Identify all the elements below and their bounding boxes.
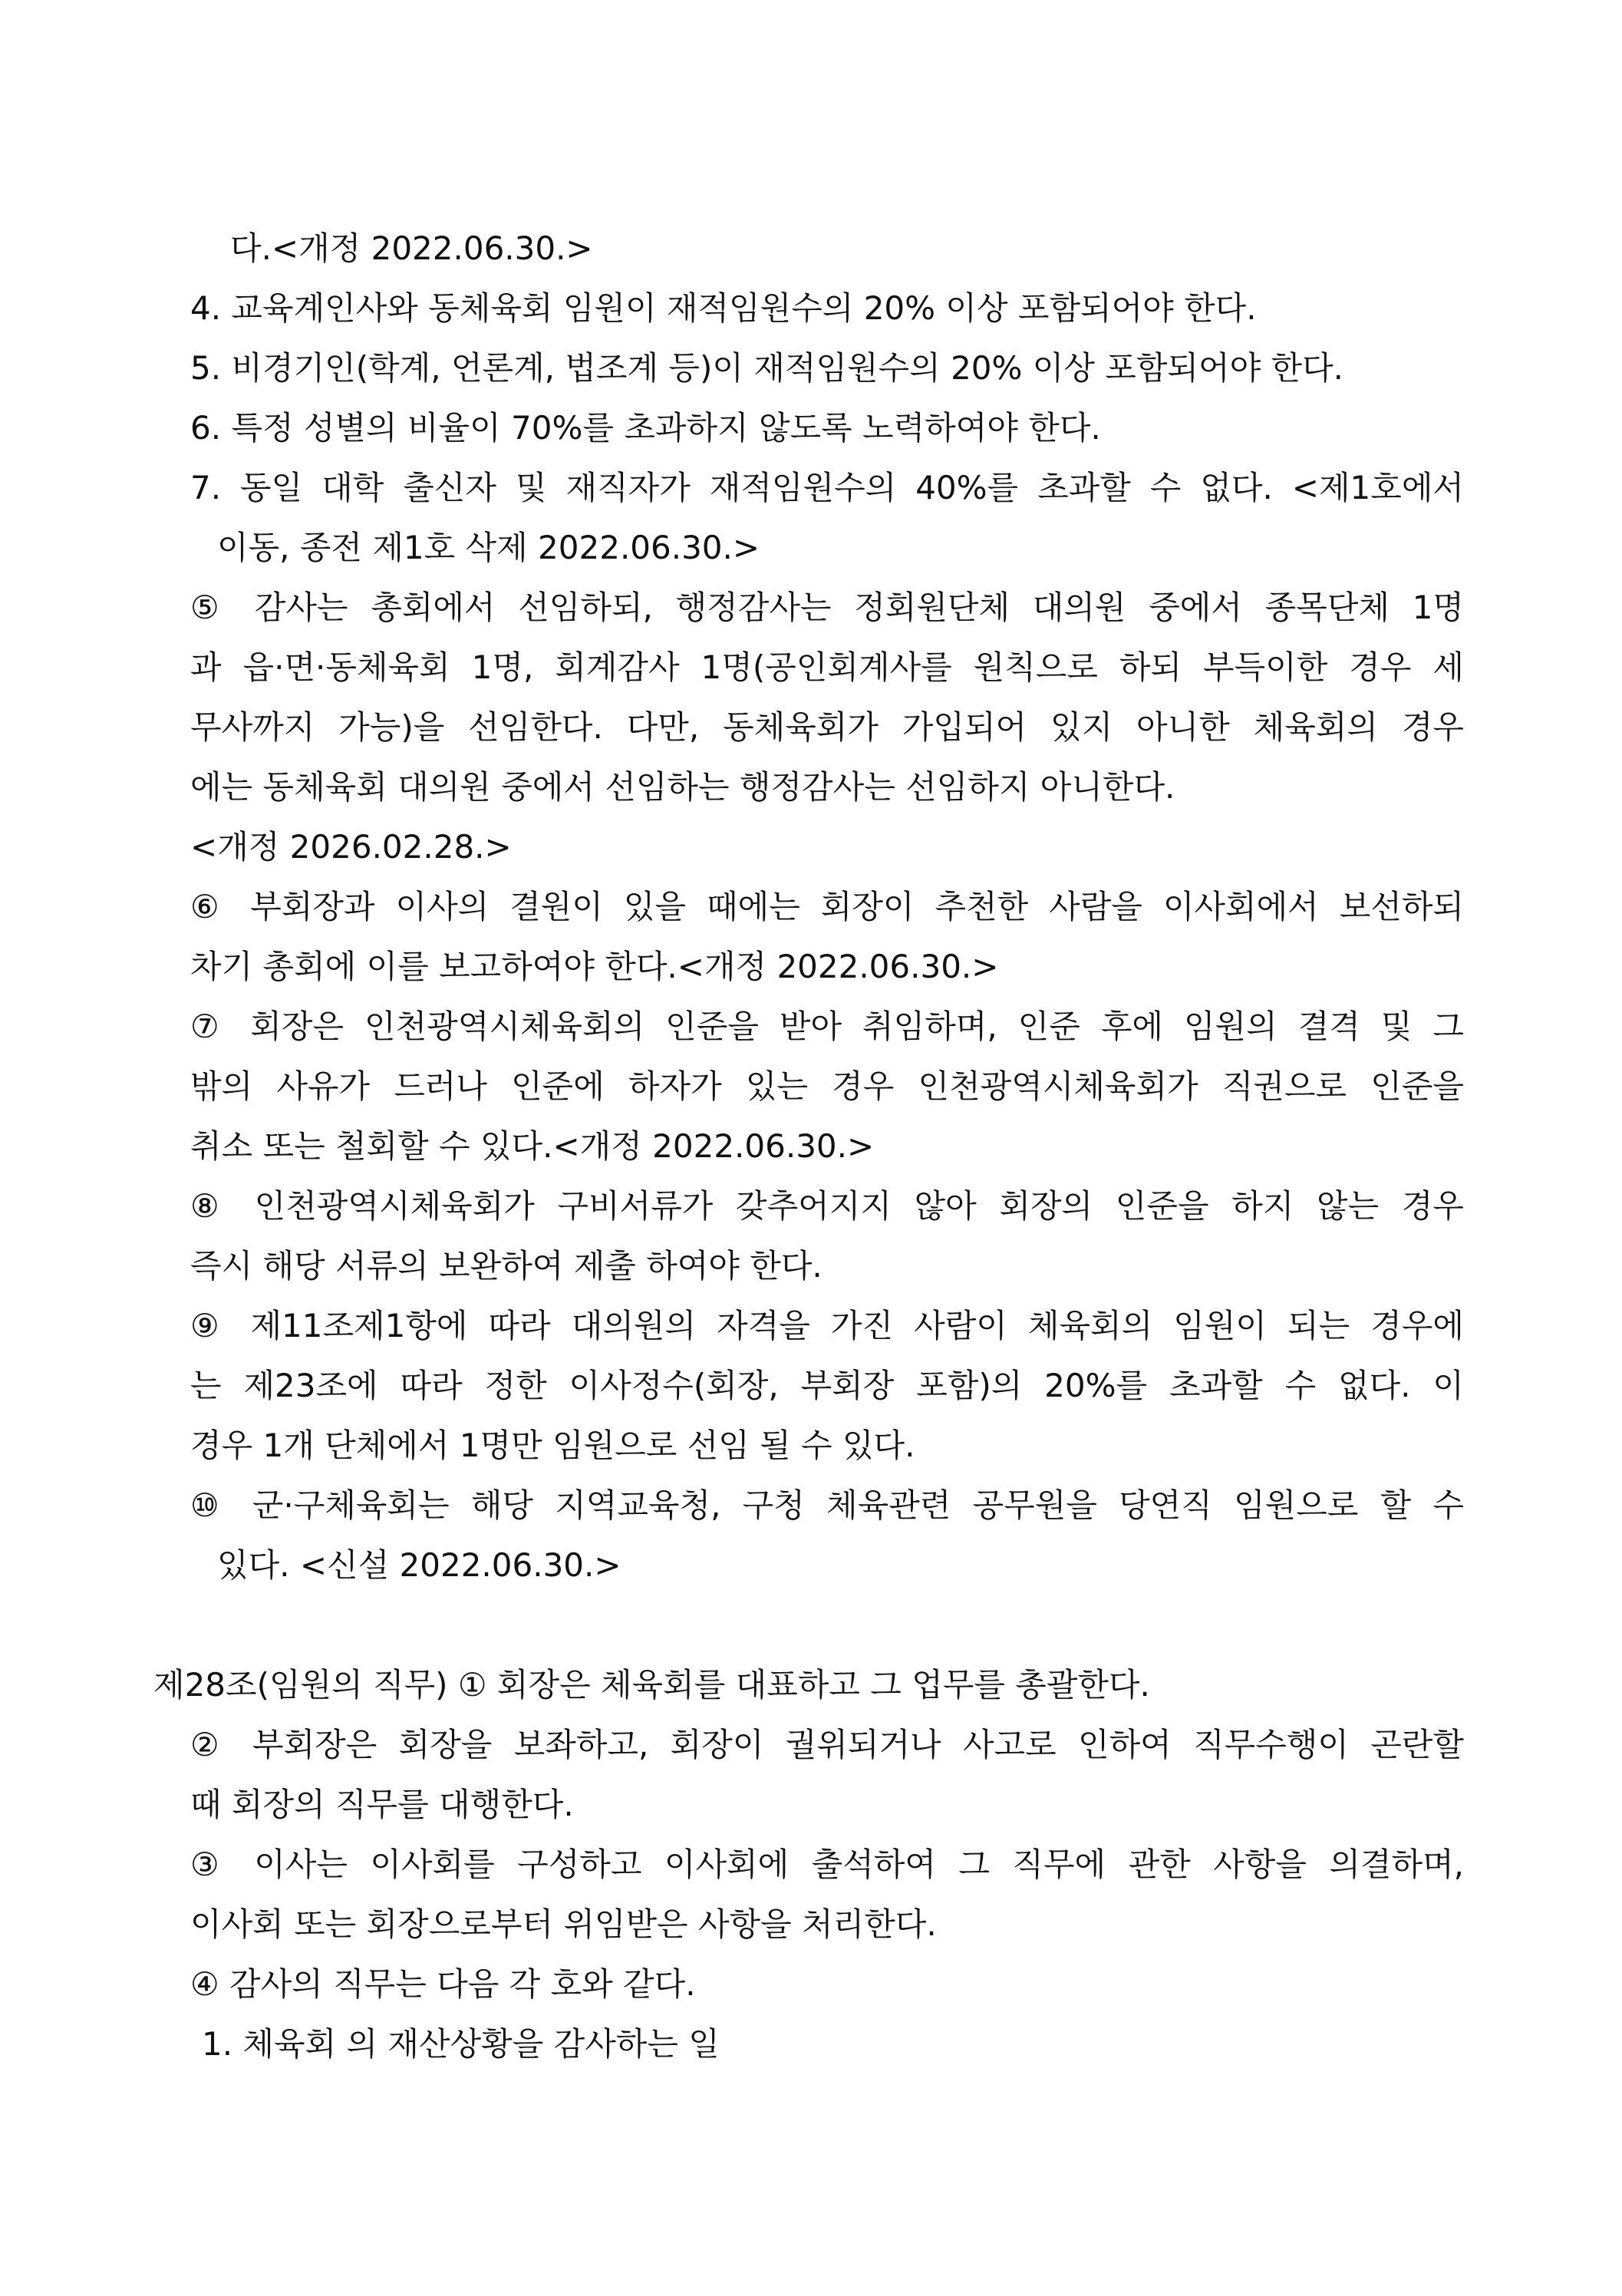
text-line: 다.<개정 2022.06.30.>	[230, 229, 593, 267]
text-line: 때 회장의 직무를 대행한다.	[190, 1786, 574, 1823]
text-line: ⑦ 회장은 인천광역시체육회의 인준을 받아 취임하며, 인준 후에 임원의 결격 및 그	[190, 1008, 1464, 1045]
text-line: ⑤ 감사는 총회에서 선임하되, 행정감사는 정회원단체 대의원 중에서 종목단체 1명	[190, 589, 1464, 626]
text-line: ⑨ 제11조제1항에 따라 대의원의 자격을 가진 사람이 체육회의 임원이 되는 경우에	[190, 1307, 1464, 1344]
text-line: 7. 동일 대학 출신자 및 재직자가 재적임원수의 40%를 초과할 수 없다. <제1호에서	[190, 469, 1464, 506]
text-line: ⑥ 부회장과 이사의 결원이 있을 때에는 회장이 추천한 사람을 이사회에서 보선하되	[190, 888, 1464, 925]
text-line: 취소 또는 철회할 수 있다.<개정 2022.06.30.>	[190, 1127, 875, 1165]
text-line: <개정 2026.02.28.>	[190, 828, 512, 866]
text-line: 는 제23조에 따라 정한 이사정수(회장, 부회장 포함)의 20%를 초과할 수 없다. 이	[190, 1367, 1464, 1404]
text-line: ② 부회장은 회장을 보좌하고, 회장이 궐위되거나 사고로 인하여 직무수행이 곤란할	[190, 1726, 1464, 1763]
text-line: ⑩ 군·구체육회는 해당 지역교육청, 구청 체육관련 공무원을 당연직 임원으로 할 수	[190, 1486, 1464, 1524]
article-heading: 제28조(임원의 직무) ① 회장은 체육회를 대표하고 그 업무를 총괄한다.	[153, 1666, 1150, 1704]
text-line: ⑧ 인천광역시체육회가 구비서류가 갖추어지지 않아 회장의 인준을 하지 않는 경우	[190, 1187, 1464, 1225]
text-line: 즉시 해당 서류의 보완하여 제출 하여야 한다.	[190, 1247, 823, 1285]
text-line: 6. 특정 성별의 비율이 70%를 초과하지 않도록 노력하여야 한다.	[190, 409, 1101, 447]
text-line: 무사까지 가능)을 선임한다. 다만, 동체육회가 가입되어 있지 아니한 체육회의 경우	[190, 708, 1464, 746]
text-line: 5. 비경기인(학계, 언론계, 법조계 등)이 재적임원수의 20% 이상 포함되어야 한다.	[190, 349, 1343, 387]
text-line: 차기 총회에 이를 보고하여야 한다.<개정 2022.06.30.>	[190, 948, 999, 985]
text-line: 경우 1개 단체에서 1명만 임원으로 선임 될 수 있다.	[190, 1427, 915, 1464]
text-line: ④ 감사의 직무는 다음 각 호와 같다.	[190, 1965, 696, 2003]
text-line: 이동, 종전 제1호 삭제 2022.06.30.>	[217, 529, 760, 566]
text-line: 이사회 또는 회장으로부터 위임받은 사항을 처리한다.	[190, 1905, 937, 1943]
text-line: 4. 교육계인사와 동체육회 임원이 재적임원수의 20% 이상 포함되어야 한다.	[190, 289, 1257, 327]
text-line: ③ 이사는 이사회를 구성하고 이사회에 출석하여 그 직무에 관한 사항을 의결하며,	[190, 1846, 1464, 1883]
text-line: 있다. <신설 2022.06.30.>	[217, 1546, 621, 1584]
text-line: 밖의 사유가 드러나 인준에 하자가 있는 경우 인천광역시체육회가 직권으로 인준을	[190, 1067, 1464, 1105]
text-line: 1. 체육회 의 재산상황을 감사하는 일	[202, 2025, 720, 2063]
text-line: 에는 동체육회 대의원 중에서 선임하는 행정감사는 선임하지 아니한다.	[190, 768, 1175, 806]
text-line: 과 읍·면·동체육회 1명, 회계감사 1명(공인회계사를 원칙으로 하되 부득이한 경우 세	[190, 648, 1464, 686]
